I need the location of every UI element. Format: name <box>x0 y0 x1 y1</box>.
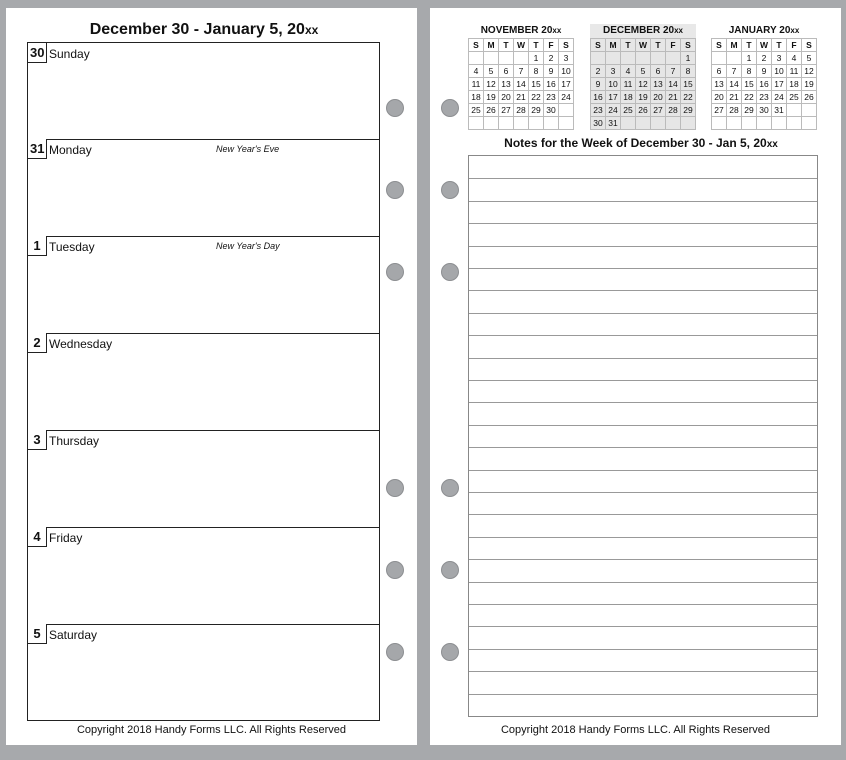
calendar-day: 28 <box>666 104 681 117</box>
weekday-header: T <box>621 39 636 52</box>
weekday-header: T <box>499 39 514 52</box>
binder-hole-icon <box>386 181 404 199</box>
calendar-day: 26 <box>802 91 817 104</box>
binder-hole-icon <box>386 561 404 579</box>
calendar-day: 16 <box>544 78 559 91</box>
calendar-day: 26 <box>636 104 651 117</box>
notes-line <box>469 492 817 493</box>
day-name: Tuesday <box>49 240 95 254</box>
calendar-day: 10 <box>606 78 621 91</box>
weekday-header: S <box>559 39 574 52</box>
calendar-day <box>712 117 727 130</box>
day-number: 30 <box>28 43 47 63</box>
calendar-day: 21 <box>514 91 529 104</box>
calendar-day: 27 <box>499 104 514 117</box>
calendar-day: 11 <box>787 65 802 78</box>
notes-line <box>469 559 817 560</box>
calendar-day: 18 <box>469 91 484 104</box>
weekday-header: F <box>544 39 559 52</box>
calendar-day: 8 <box>529 65 544 78</box>
binder-hole-icon <box>441 99 459 117</box>
day-box[interactable] <box>27 624 380 721</box>
calendar-day: 29 <box>529 104 544 117</box>
day-name: Friday <box>49 531 83 545</box>
calendar-day: 9 <box>544 65 559 78</box>
calendar-day: 24 <box>772 91 787 104</box>
calendar-month-title: JANUARY 20xx <box>728 25 800 36</box>
calendar-day: 13 <box>499 78 514 91</box>
right-page <box>430 8 841 745</box>
calendar-grid <box>590 38 696 130</box>
calendar-day <box>727 52 742 65</box>
calendar-day <box>621 52 636 65</box>
calendar-day: 21 <box>727 91 742 104</box>
weekday-header: M <box>484 39 499 52</box>
binder-hole-icon <box>386 643 404 661</box>
calendar-day <box>484 52 499 65</box>
calendar-day <box>651 52 666 65</box>
calendar-day: 23 <box>757 91 772 104</box>
calendar-month-title: NOVEMBER 20xx <box>480 25 562 36</box>
calendar-day: 14 <box>514 78 529 91</box>
notes-line <box>469 313 817 314</box>
calendar-day: 10 <box>559 65 574 78</box>
calendar-day: 20 <box>712 91 727 104</box>
calendar-day: 30 <box>757 104 772 117</box>
calendar-day: 15 <box>681 78 696 91</box>
calendar-day: 4 <box>787 52 802 65</box>
day-box[interactable] <box>27 42 380 140</box>
notes-line <box>469 671 817 672</box>
calendar-day: 2 <box>591 65 606 78</box>
weekday-header: W <box>636 39 651 52</box>
calendar-day: 13 <box>712 78 727 91</box>
notes-line <box>469 604 817 605</box>
day-box[interactable] <box>27 430 380 528</box>
calendar-day <box>712 52 727 65</box>
calendar-day: 22 <box>742 91 757 104</box>
calendar-day: 7 <box>514 65 529 78</box>
calendar-day: 12 <box>636 78 651 91</box>
binder-hole-icon <box>441 263 459 281</box>
calendar-day <box>514 52 529 65</box>
calendar-day: 31 <box>772 104 787 117</box>
notes-area[interactable] <box>468 155 818 717</box>
calendar-day: 23 <box>591 104 606 117</box>
calendar-day: 17 <box>606 91 621 104</box>
calendar-day: 13 <box>651 78 666 91</box>
calendar-day: 4 <box>469 65 484 78</box>
notes-line <box>469 268 817 269</box>
calendar-day: 16 <box>757 78 772 91</box>
calendar-day: 25 <box>787 91 802 104</box>
calendar-day <box>559 117 574 130</box>
calendar-day: 3 <box>772 52 787 65</box>
calendar-day: 15 <box>529 78 544 91</box>
weekday-header: T <box>772 39 787 52</box>
calendar-month-title: DECEMBER 20xx <box>602 25 684 36</box>
calendar-day <box>514 117 529 130</box>
binder-hole-icon <box>386 99 404 117</box>
day-name: Wednesday <box>49 337 113 351</box>
calendar-day: 18 <box>621 91 636 104</box>
binder-hole-icon <box>386 479 404 497</box>
day-number: 4 <box>28 527 47 547</box>
binder-hole-icon <box>441 643 459 661</box>
notes-line <box>469 537 817 538</box>
calendar-day: 30 <box>544 104 559 117</box>
mini-calendar <box>468 24 574 130</box>
day-number: 3 <box>28 430 47 450</box>
day-number: 5 <box>28 624 47 644</box>
calendar-day <box>499 52 514 65</box>
weekday-header: S <box>712 39 727 52</box>
calendar-day <box>636 117 651 130</box>
day-name: Monday <box>49 143 92 157</box>
calendar-day <box>636 52 651 65</box>
calendar-day: 7 <box>727 65 742 78</box>
notes-line <box>469 335 817 336</box>
calendar-day: 25 <box>469 104 484 117</box>
calendar-grid <box>711 38 817 130</box>
calendar-day <box>469 117 484 130</box>
calendar-day: 8 <box>742 65 757 78</box>
calendar-day <box>787 117 802 130</box>
calendar-day: 14 <box>666 78 681 91</box>
copyright-left: Copyright 2018 Handy Forms LLC. All Rights Reserved <box>76 724 346 736</box>
calendar-grid <box>468 38 574 130</box>
calendar-day: 10 <box>772 65 787 78</box>
calendar-day: 1 <box>529 52 544 65</box>
calendar-day: 21 <box>666 91 681 104</box>
notes-line <box>469 290 817 291</box>
calendar-day <box>499 117 514 130</box>
binder-hole-icon <box>441 181 459 199</box>
notes-line <box>469 178 817 179</box>
calendar-day: 19 <box>484 91 499 104</box>
calendar-day: 1 <box>742 52 757 65</box>
calendar-day: 8 <box>681 65 696 78</box>
notes-line <box>469 447 817 448</box>
calendar-day <box>772 117 787 130</box>
calendar-day: 30 <box>591 117 606 130</box>
calendar-day: 14 <box>727 78 742 91</box>
notes-line <box>469 694 817 695</box>
calendar-day: 24 <box>559 91 574 104</box>
day-number: 2 <box>28 333 47 353</box>
notes-line <box>469 470 817 471</box>
notes-line <box>469 402 817 403</box>
calendar-day: 20 <box>651 91 666 104</box>
day-box[interactable] <box>27 236 380 334</box>
calendar-day <box>544 117 559 130</box>
calendar-day: 3 <box>606 65 621 78</box>
calendar-day <box>666 117 681 130</box>
calendar-day <box>651 117 666 130</box>
calendar-day <box>484 117 499 130</box>
weekday-header: S <box>591 39 606 52</box>
mini-calendar <box>590 24 696 130</box>
calendar-day: 26 <box>484 104 499 117</box>
calendar-day: 3 <box>559 52 574 65</box>
calendar-day: 5 <box>802 52 817 65</box>
calendar-day: 5 <box>484 65 499 78</box>
weekday-header: S <box>802 39 817 52</box>
calendar-day: 6 <box>651 65 666 78</box>
calendar-day: 29 <box>681 104 696 117</box>
calendar-day: 7 <box>666 65 681 78</box>
calendar-day: 22 <box>681 91 696 104</box>
day-name: Sunday <box>49 47 90 61</box>
calendar-day <box>757 117 772 130</box>
day-number: 1 <box>28 236 47 256</box>
calendar-day: 9 <box>757 65 772 78</box>
notes-line <box>469 201 817 202</box>
calendar-day: 19 <box>802 78 817 91</box>
calendar-day: 12 <box>484 78 499 91</box>
day-box[interactable] <box>27 527 380 625</box>
calendar-day <box>591 52 606 65</box>
calendar-day: 28 <box>514 104 529 117</box>
calendar-day: 19 <box>636 91 651 104</box>
weekday-header: W <box>514 39 529 52</box>
calendar-day: 9 <box>591 78 606 91</box>
calendar-day: 6 <box>712 65 727 78</box>
week-title: December 30 - January 5, 20xx <box>89 21 319 38</box>
notes-line <box>469 246 817 247</box>
calendar-day: 5 <box>636 65 651 78</box>
calendar-day: 28 <box>727 104 742 117</box>
calendar-day: 17 <box>559 78 574 91</box>
calendar-day: 24 <box>606 104 621 117</box>
calendar-day <box>681 117 696 130</box>
weekday-header: T <box>651 39 666 52</box>
calendar-day: 31 <box>606 117 621 130</box>
day-name: Thursday <box>49 434 100 448</box>
calendar-day: 2 <box>544 52 559 65</box>
weekday-header: F <box>787 39 802 52</box>
calendar-day <box>469 52 484 65</box>
calendar-day: 2 <box>757 52 772 65</box>
notes-title: Notes for the Week of December 30 - Jan 5, 20xx <box>504 136 778 150</box>
day-name: Saturday <box>49 628 98 642</box>
calendar-day: 27 <box>712 104 727 117</box>
binder-hole-icon <box>386 263 404 281</box>
calendar-day: 18 <box>787 78 802 91</box>
calendar-day: 29 <box>742 104 757 117</box>
calendar-day: 4 <box>621 65 636 78</box>
calendar-day <box>742 117 757 130</box>
notes-line <box>469 582 817 583</box>
left-page <box>6 8 417 745</box>
calendar-day <box>802 117 817 130</box>
weekday-header: T <box>742 39 757 52</box>
calendar-day <box>666 52 681 65</box>
weekday-header: T <box>529 39 544 52</box>
mini-calendar <box>711 24 817 130</box>
calendar-day: 17 <box>772 78 787 91</box>
calendar-day: 23 <box>544 91 559 104</box>
calendar-day: 6 <box>499 65 514 78</box>
calendar-day: 16 <box>591 91 606 104</box>
holiday-label: New Year's Day <box>216 241 280 251</box>
calendar-day <box>787 104 802 117</box>
weekday-header: W <box>757 39 772 52</box>
copyright-right: Copyright 2018 Handy Forms LLC. All Rights Reserved <box>500 724 770 736</box>
calendar-day: 15 <box>742 78 757 91</box>
notes-line <box>469 425 817 426</box>
calendar-day: 11 <box>621 78 636 91</box>
day-box[interactable] <box>27 333 380 431</box>
calendar-day: 22 <box>529 91 544 104</box>
day-number: 31 <box>28 139 47 159</box>
weekday-header: M <box>606 39 621 52</box>
notes-line <box>469 626 817 627</box>
calendar-day <box>559 104 574 117</box>
calendar-day <box>606 52 621 65</box>
binder-hole-icon <box>441 479 459 497</box>
notes-line <box>469 380 817 381</box>
notes-line <box>469 358 817 359</box>
day-box[interactable] <box>27 139 380 237</box>
calendar-day <box>802 104 817 117</box>
weekday-header: F <box>666 39 681 52</box>
weekday-header: M <box>727 39 742 52</box>
weekday-header: S <box>681 39 696 52</box>
calendar-day: 11 <box>469 78 484 91</box>
calendar-day: 25 <box>621 104 636 117</box>
calendar-day: 1 <box>681 52 696 65</box>
notes-line <box>469 649 817 650</box>
calendar-day <box>621 117 636 130</box>
holiday-label: New Year's Eve <box>216 144 280 154</box>
weekday-header: S <box>469 39 484 52</box>
binder-hole-icon <box>441 561 459 579</box>
notes-line <box>469 514 817 515</box>
calendar-day: 12 <box>802 65 817 78</box>
calendar-day: 20 <box>499 91 514 104</box>
calendar-day <box>727 117 742 130</box>
notes-line <box>469 223 817 224</box>
calendar-day <box>529 117 544 130</box>
calendar-day: 27 <box>651 104 666 117</box>
